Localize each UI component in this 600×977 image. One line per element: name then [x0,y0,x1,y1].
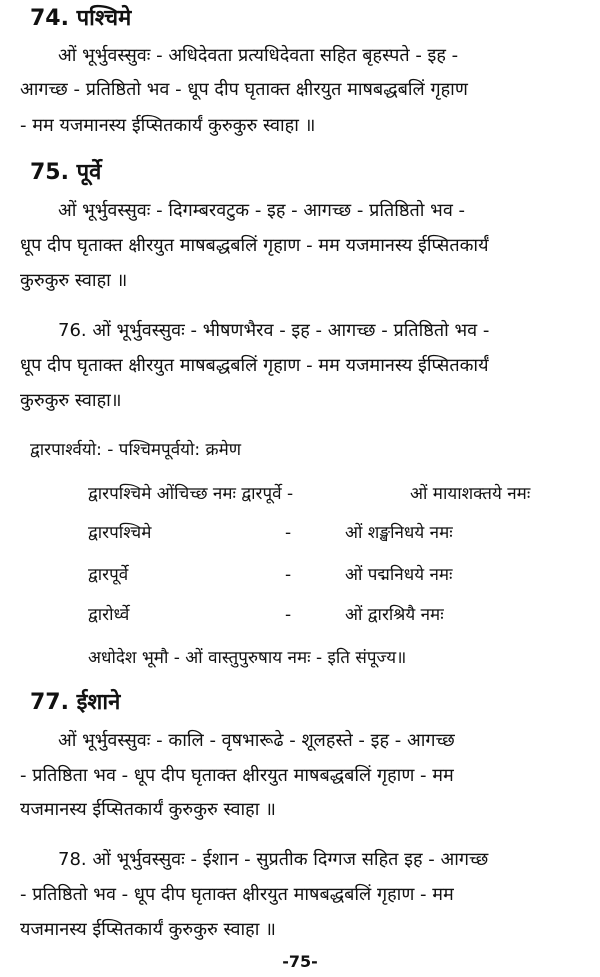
dvara-row-1-mantra: ओं शङ्खनिधये नमः [345,523,453,543]
dvara-row-3-label: द्वारोर्ध्वे [88,605,130,625]
dvara-first-right: ओं मायाशक्तये नमः [410,484,531,504]
heading-77: 77. ईशाने [30,690,121,715]
dvara-row-2-label: द्वारपूर्वे [88,565,129,585]
line-74-3: - मम यजमानस्य ईप्सितकार्यं कुरुकुरु स्वाहा ॥ [20,115,316,136]
line-76-1: 76. ओं भूर्भुवस्सुवः - भीषणभैरव - इह - आगच्छ - प्रतिष्ठितो भव - [58,320,490,341]
heading-74: 74. पश्चिमे [30,6,132,31]
line-77-1: ओं भूर्भुवस्सुवः - कालि - वृषभारूढे - शूलहस्ते - इह - आगच्छ [58,730,455,751]
line-78-1: 78. ओं भूर्भुवस्सुवः - ईशान - सुप्रतीक दिग्गज सहित इह - आगच्छ [58,849,489,870]
dvara-row-1-dash: - [285,523,292,543]
line-75-3: कुरुकुरु स्वाहा ॥ [20,270,128,291]
dvara-row-2-dash: - [285,565,292,585]
dvara-row-3-mantra: ओं द्वारश्रियै नमः [345,605,444,625]
line-75-1: ओं भूर्भुवस्सुवः - दिगम्बरवटुक - इह - आगच्छ - प्रतिष्ठितो भव - [58,200,466,221]
line-76-3: कुरुकुरु स्वाहा॥ [20,390,122,411]
dvara-first-left: द्वारपश्चिमे ओंचिच्छ नमः द्वारपूर्वे - [88,484,294,504]
line-74-2: आगच्छ - प्रतिष्ठितो भव - धूप दीप घृताक्त क्षीरयुत माषबद्धबलिं गृहाण [20,79,468,100]
line-78-2: - प्रतिष्ठितो भव - धूप दीप घृताक्त क्षीरयुत माषबद्धबलिं गृहाण - मम [20,884,454,905]
dvara-row-2-mantra: ओं पद्मनिधये नमः [345,565,453,585]
dvara-row-3-dash: - [285,605,292,625]
line-77-3: यजमानस्य ईप्सितकार्यं कुरुकुरु स्वाहा ॥ [20,799,276,820]
line-74-1: ओं भूर्भुवस्सुवः - अधिदेवता प्रत्यधिदेवता सहित बृहस्पते - इह - [58,45,459,66]
line-77-2: - प्रतिष्ठिता भव - धूप दीप घृताक्त क्षीरयुत माषबद्धबलिं गृहाण - मम [20,765,454,786]
dvara-intro: द्वारपार्श्वयो: - पश्चिमपूर्वयो: क्रमेण [30,440,242,460]
heading-75: 75. पूर्वे [30,160,102,185]
dvara-row-1-label: द्वारपश्चिमे [88,523,152,543]
line-76-2: धूप दीप घृताक्त क्षीरयुत माषबद्धबलिं गृहाण - मम यजमानस्य ईप्सितकार्यं [20,355,489,376]
page-number: -75- [282,952,318,971]
dvara-closing: अधोदेश भूमौ - ओं वास्तुपुरुषाय नमः - इति संपूज्य॥ [88,648,407,668]
line-78-3: यजमानस्य ईप्सितकार्यं कुरुकुरु स्वाहा ॥ [20,919,276,940]
line-75-2: धूप दीप घृताक्त क्षीरयुत माषबद्धबलिं गृहाण - मम यजमानस्य ईप्सितकार्यं [20,235,489,256]
